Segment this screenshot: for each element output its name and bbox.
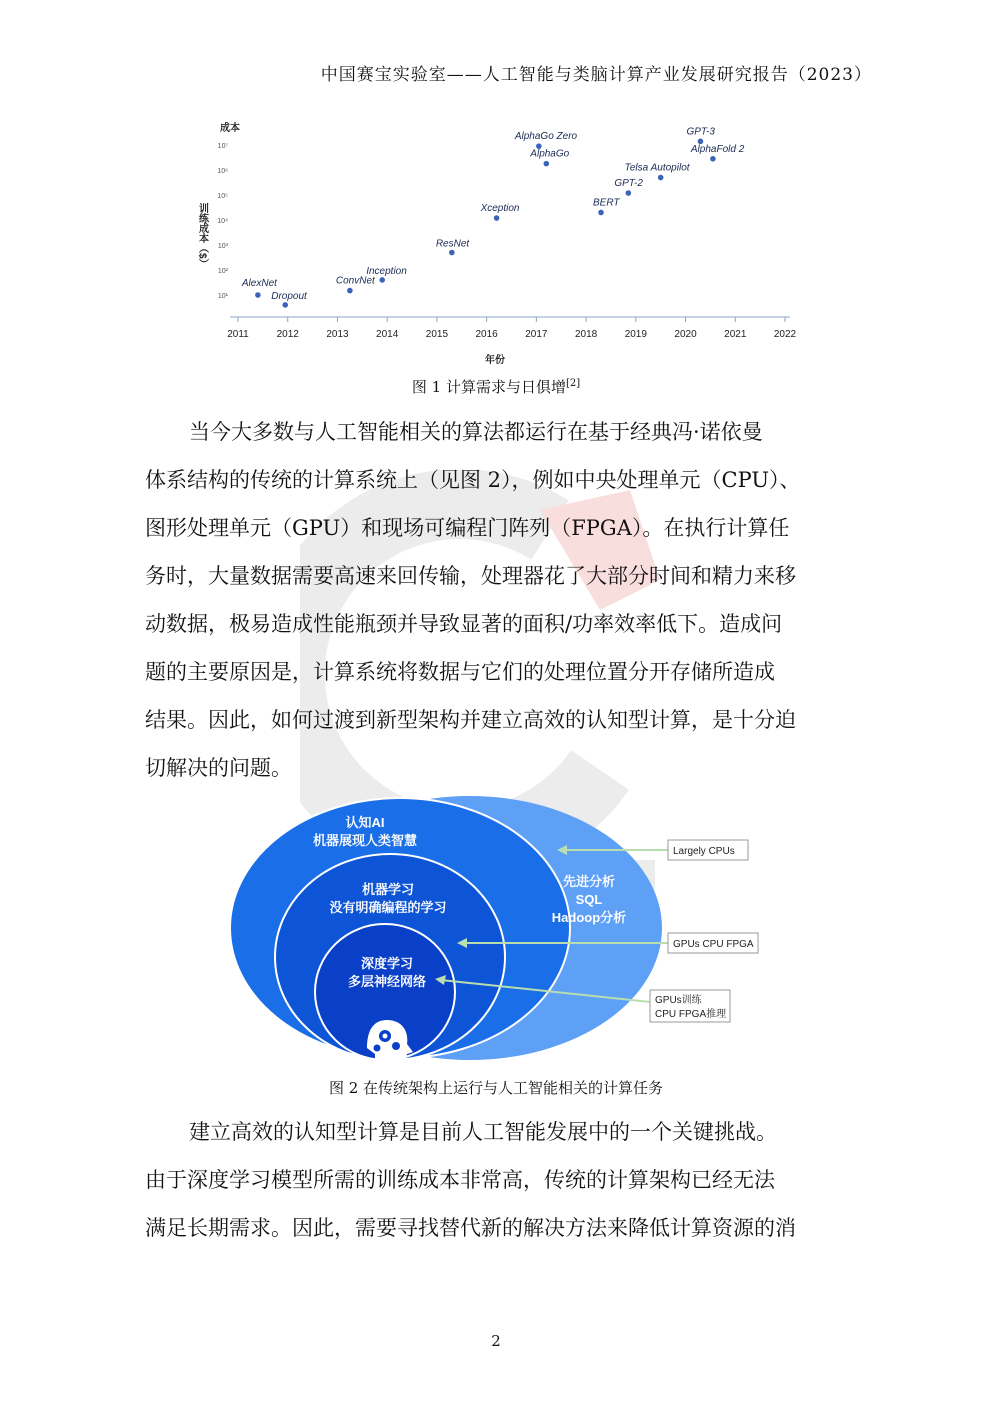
page-number: 2 [491,1332,501,1350]
x-tick-label: 2022 [773,329,797,340]
x-tick-label: 2012 [276,329,299,340]
analytics-line-2: SQL [575,892,603,907]
data-point-label: GPT-2 [614,178,643,190]
data-point-label: AlphaGo Zero [514,131,578,143]
data-point [658,175,664,181]
data-point [598,210,604,216]
chart-x-ticks [227,317,796,340]
data-point-label: BERT [593,197,620,209]
data-point [544,161,550,167]
training-label: GPUs训练 [655,995,702,1006]
ai-compute-diagram [225,790,765,1070]
y-tick-label: 10⁶ [217,168,228,175]
chart-points [241,126,745,307]
chart-y-axis-label: 训练成本（$） [196,203,208,269]
data-point-label: ConvNet [335,275,375,287]
x-tick-label: 2020 [674,329,697,340]
data-point-label: Dropout [271,290,307,302]
paragraph-2 [145,1108,855,1252]
y-tick-label: 10⁵ [217,193,228,200]
analytics-line-3: Hadoop分析 [551,910,627,925]
paragraph-1 [145,408,855,792]
paragraph-line: 满足长期需求。因此，需要寻找替代新的解决方法来降低计算资源的消 [145,1216,796,1240]
y-tick-label: 10³ [217,243,228,250]
machine-learning-title: 机器学习 [361,882,415,897]
paragraph-line: 切解决的问题。 [145,756,292,780]
x-tick-label: 2019 [624,329,647,340]
paragraph-line: 结果。因此，如何过渡到新型架构并建立高效的认知型计算，是十分迫 [145,708,796,732]
x-tick-label: 2014 [376,329,399,340]
data-point [255,292,261,298]
data-point-label: Telsa Autopilot [624,162,690,174]
figure1-caption-text: 图 1 计算需求与日俱增 [411,378,566,396]
data-point-label: GPT-3 [686,126,715,138]
deep-learning-title: 深度学习 [360,956,414,971]
cognitive-ai-subtitle: 机器展现人类智慧 [312,833,418,848]
data-point [710,156,716,162]
data-point [347,288,353,294]
figure2-caption: 图 2 在传统架构上运行与人工智能相关的计算任务 [328,1079,664,1097]
compute-cost-chart [190,115,810,370]
y-tick-label: 10¹ [217,293,228,300]
x-tick-label: 2018 [574,329,598,340]
data-point-label: Inception [366,265,407,277]
paragraph-line: 题的主要原因是，计算系统将数据与它们的处理位置分开存储所造成 [145,660,775,684]
data-point [379,277,385,283]
chart-y-ticks [217,143,228,300]
y-tick-label: 10⁷ [217,143,228,150]
paragraph-line: 体系结构的传统的计算系统上（见图 2），例如中央处理单元（CPU）、 [145,468,801,492]
cognitive-ai-title: 认知AI [345,815,385,830]
paragraph-line: 建立高效的认知型计算是目前人工智能发展中的一个关键挑战。 [189,1120,777,1144]
inference-label: CPU FPGA推理 [655,1009,727,1020]
label-boxes [650,840,758,1022]
x-tick-label: 2021 [724,329,747,340]
x-tick-label: 2017 [525,329,548,340]
data-point [449,250,455,256]
paragraph-line: 当今大多数与人工智能相关的算法都运行在基于经典冯·诺依曼 [189,420,763,444]
data-point-label: AlphaFold 2 [690,143,745,155]
x-tick-label: 2011 [227,329,249,340]
running-header: 中国赛宝实验室——人工智能与类脑计算产业发展研究报告（2023） [320,65,872,85]
gpus-cpu-fpga-label: GPUs CPU FPGA [673,939,754,950]
data-point-label: ResNet [435,238,470,250]
figure1-caption [0,376,992,397]
deep-learning-subtitle: 多层神经网络 [347,974,427,989]
data-point [626,190,632,196]
machine-learning-subtitle: 没有明确编程的学习 [329,900,447,915]
y-tick-label: 10⁴ [217,218,228,225]
paragraph-line: 务时，大量数据需要高速来回传输，处理器花了大部分时间和精力来移 [145,564,796,588]
data-point [282,302,288,308]
data-point-label: AlphaGo [530,148,570,160]
largely-cpus-label: Largely CPUs [673,846,735,857]
x-tick-label: 2013 [326,329,349,340]
analytics-line-1: 先进分析 [562,874,616,889]
chart-unit-label: 成本 [220,123,240,134]
figure1-caption-ref: [2] [565,378,581,389]
data-point-label: AlexNet [241,278,277,289]
x-tick-label: 2015 [425,329,449,340]
paragraph-line: 图形处理单元（GPU）和现场可编程门阵列（FPGA）。在执行计算任 [145,516,790,540]
data-point-label: Xception [480,203,520,215]
paragraph-line: 由于深度学习模型所需的训练成本非常高，传统的计算架构已经无法 [145,1168,775,1192]
y-tick-label: 10² [217,268,228,275]
paragraph-line: 动数据，极易造成性能瓶颈并导致显著的面积/功率效率低下。造成问 [145,612,783,636]
data-point [494,215,500,221]
chart-x-axis-label: 年份 [485,355,505,366]
x-tick-label: 2016 [475,329,498,340]
